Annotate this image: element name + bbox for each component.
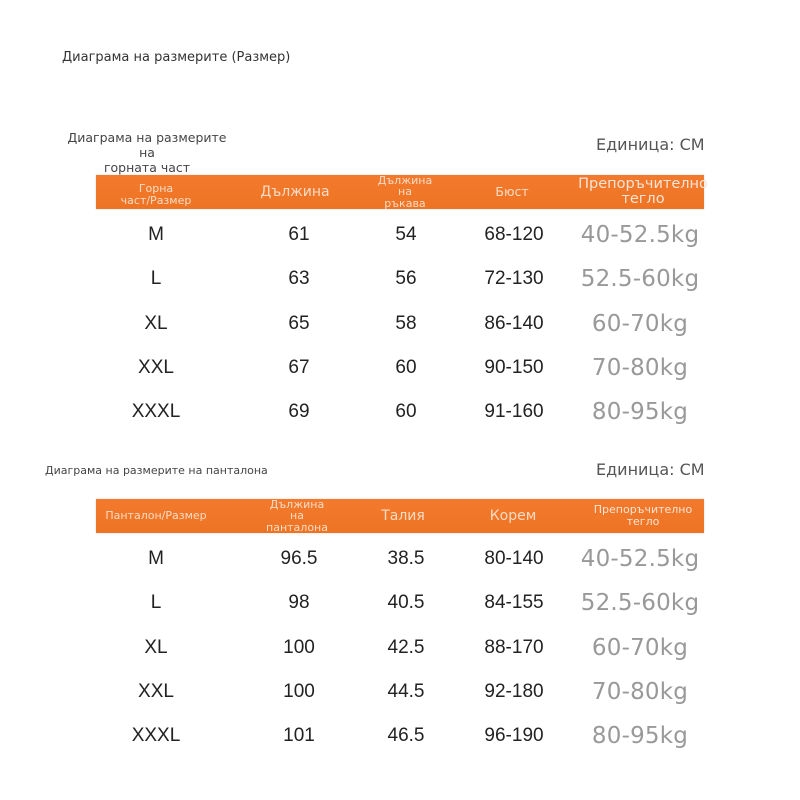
cell-col3: 60 [395,401,417,423]
cell-col4: 72-130 [484,268,544,290]
cell-col3: 40.5 [387,592,425,614]
bottom-header-length-text: Дължина на панталона [266,497,328,534]
cell-length: 100 [283,636,315,658]
cell-weight: 52.5-60kg [580,266,700,293]
cell-weight: 60-70kg [591,310,689,337]
cell-length: 101 [283,725,315,747]
cell-col3: 46.5 [387,725,425,747]
top-header-bust: Бюст [495,183,529,199]
cell-col3: 56 [395,268,417,290]
top-table-title [62,130,232,175]
cell-size: L [150,592,162,614]
cell-size: XL [144,312,168,334]
cell-col4: 86-140 [484,312,544,334]
cell-size: M [148,548,164,569]
top-table-title-line1: Диаграма на размерите на [67,130,227,160]
top-header-length: Дължина [260,183,330,200]
bottom-table-unit: Единица: СМ [596,460,705,479]
cell-col4: 68-120 [484,224,544,245]
cell-length: 65 [288,312,310,334]
top-table-header [96,173,708,210]
cell-size: XXXL [131,401,181,423]
cell-weight: 80-95kg [591,723,689,750]
cell-size: XXL [138,680,174,702]
cell-col4: 91-160 [484,401,544,423]
cell-size: XXL [138,356,174,378]
cell-weight: 40-52.5kg [580,546,700,572]
cell-weight: 40-52.5kg [580,222,700,248]
cell-length: 61 [288,224,310,245]
cell-size: XXXL [131,725,181,747]
cell-length: 63 [288,268,310,290]
cell-col3: 60 [395,356,417,378]
cell-length: 100 [283,680,315,702]
cell-length: 96.5 [280,548,318,569]
top-header-size [121,178,192,212]
cell-col3: 42.5 [387,636,425,658]
cell-col4: 80-140 [484,548,544,569]
cell-length: 69 [288,401,310,423]
cell-col4: 90-150 [484,356,544,378]
cell-col4: 88-170 [484,636,544,658]
top-table-unit: Единица: СМ [596,135,705,154]
cell-col4: 96-190 [484,725,544,747]
bottom-header-length [266,499,328,533]
cell-weight: 52.5-60kg [580,590,700,617]
cell-size: L [150,268,162,290]
bottom-header-weight-text: Препоръчително тегло [593,503,693,528]
bottom-header-belly: Корем [489,507,537,524]
cell-size: XL [144,636,168,658]
cell-size: M [148,224,164,245]
bottom-header-weight [594,499,692,533]
cell-weight: 70-80kg [591,678,689,705]
bottom-table-header [96,499,704,533]
top-table-title-line2: горната част [103,160,191,175]
cell-col3: 54 [395,224,417,245]
top-header-weight-text: Препоръчително тегло [578,175,708,207]
bottom-table-title: Диаграма на размерите на панталона [45,464,268,477]
bottom-header-waist: Талия [381,507,425,524]
cell-col3: 44.5 [387,680,425,702]
top-header-size-text: Горна част/Размер [120,182,192,207]
top-header-sleeve-text: Дължина на ръкава [377,173,433,210]
cell-col3: 58 [395,312,417,334]
cell-col3: 38.5 [387,548,425,569]
cell-col4: 92-180 [484,680,544,702]
cell-length: 98 [288,592,310,614]
cell-weight: 70-80kg [591,354,689,381]
top-header-sleeve [378,175,432,209]
top-header-weight [578,175,708,209]
cell-col4: 84-155 [484,592,544,614]
cell-weight: 80-95kg [591,399,689,426]
bottom-header-size: Панталон/Размер [105,508,207,522]
cell-length: 67 [288,356,310,378]
page-title: Диаграма на размерите (Размер) [62,50,291,65]
cell-weight: 60-70kg [591,634,689,661]
